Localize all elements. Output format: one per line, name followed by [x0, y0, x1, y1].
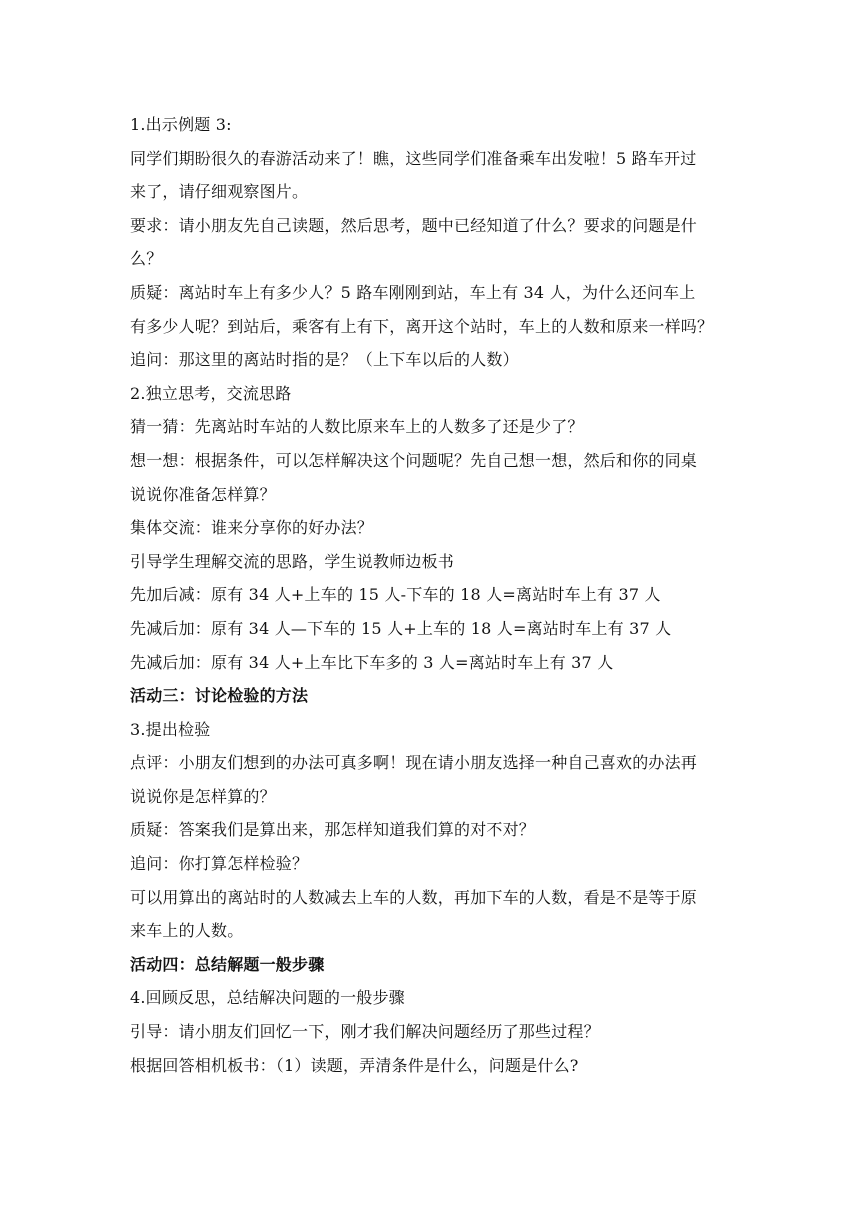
text-line: 来了，请仔细观察图片。 — [130, 182, 309, 202]
text-line: 集体交流：谁来分享你的好办法？ — [130, 518, 374, 538]
text-line: 追问：你打算怎样检验？ — [130, 854, 309, 874]
text-line: 有多少人呢？到站后，乘客有上有下，离开这个站时，车上的人数和原来一样吗？ — [130, 316, 714, 336]
text-line: 2.独立思考，交流思路 — [130, 383, 292, 403]
text-line: 追问：那这里的离站时指的是？（上下车以后的人数） — [130, 350, 519, 370]
section-heading: 活动三：讨论检验的方法 — [130, 686, 309, 706]
text-line: 质疑：答案我们是算出来，那怎样知道我们算的对不对？ — [130, 820, 536, 840]
text-line: 猜一猜：先离站时车站的人数比原来车上的人数多了还是少了？ — [130, 417, 584, 437]
text-line: 么？ — [130, 249, 163, 269]
text-line: 先减后加：原有 34 人+上车比下车多的 3 人=离站时车上有 37 人 — [130, 652, 614, 672]
text-line: 质疑：离站时车上有多少人？5 路车刚刚到站，车上有 34 人，为什么还问车上 — [130, 282, 696, 302]
text-line: 说说你是怎样算的？ — [130, 786, 276, 806]
text-line: 引导学生理解交流的思路，学生说教师边板书 — [130, 551, 455, 571]
text-line: 来车上的人数。 — [130, 921, 244, 941]
text-line: 可以用算出的离站时的人数减去上车的人数，再加下车的人数，看是不是等于原 — [130, 887, 698, 907]
text-line: 说说你准备怎样算？ — [130, 484, 276, 504]
text-line: 4.回顾反思，总结解决问题的一般步骤 — [130, 988, 405, 1008]
text-line: 3.提出检验 — [130, 719, 211, 739]
text-line: 点评：小朋友们想到的办法可真多啊！现在请小朋友选择一种自己喜欢的办法再 — [130, 753, 698, 773]
text-line: 先加后减：原有 34 人+上车的 15 人-下车的 18 人=离站时车上有 37 人 — [130, 585, 661, 605]
section-heading: 活动四：总结解题一般步骤 — [130, 954, 325, 974]
text-line: 引导：请小朋友们回忆一下，刚才我们解决问题经历了那些过程？ — [130, 1022, 600, 1042]
text-line: 同学们期盼很久的春游活动来了！瞧，这些同学们准备乘车出发啦！5 路车开过 — [130, 148, 697, 168]
text-line: 要求：请小朋友先自己读题，然后思考，题中已经知道了什么？要求的问题是什 — [130, 215, 698, 235]
text-line: 先减后加：原有 34 人—下车的 15 人+上车的 18 人=离站时车上有 37 人 — [130, 618, 672, 638]
text-line: 1.出示例题 3: — [130, 115, 232, 134]
document-body — [130, 108, 732, 1082]
text-line: 想一想：根据条件，可以怎样解决这个问题呢？先自己想一想，然后和你的同桌 — [130, 450, 698, 470]
text-line: 根据回答相机板书：（1）读题，弄清条件是什么，问题是什么? — [130, 1055, 579, 1075]
